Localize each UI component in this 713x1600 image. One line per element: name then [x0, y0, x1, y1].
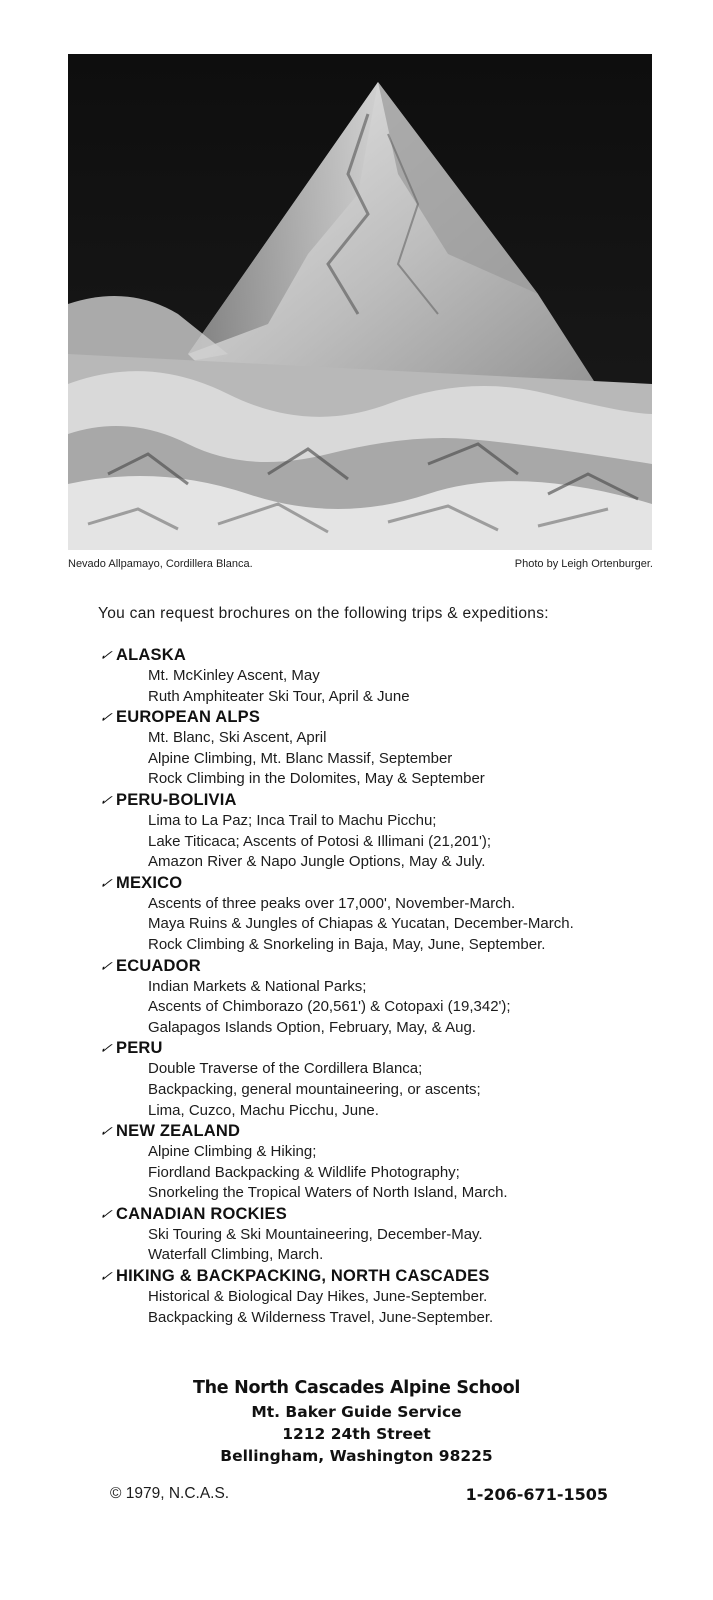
region-name: ALASKA	[116, 646, 186, 664]
school-name: The North Cascades Alpine School	[192, 1378, 521, 1398]
trip-item: Ascents of three peaks over 17,000', November-March.	[148, 894, 516, 912]
region-name: CANADIAN ROCKIES	[116, 1204, 287, 1223]
trip-item: Ascents of Chimborazo (20,561') & Cotopaxi (19,342');	[148, 998, 511, 1016]
region	[97, 790, 670, 873]
mountain-illustration	[68, 54, 652, 550]
region-heading	[97, 873, 670, 894]
trip-item: Mt. Blanc, Ski Ascent, April	[148, 729, 327, 747]
trip-item: Amazon River & Napo Jungle Options, May & July.	[148, 853, 486, 871]
region	[97, 1038, 670, 1121]
trip-item: Lima to La Paz; Inca Trail to Machu Picchu;	[148, 811, 437, 829]
region-heading	[97, 1038, 670, 1059]
trip-item: Maya Ruins & Jungles of Chiapas & Yucatan, December-March.	[148, 915, 574, 933]
copyright: © 1979, N.C.A.S.	[110, 1485, 230, 1502]
region-name: NEW ZEALAND	[116, 1122, 241, 1141]
trip-item: Backpacking & Wilderness Travel, June-September.	[148, 1308, 494, 1326]
trip-item: Fiordland Backpacking & Wildlife Photography;	[148, 1163, 460, 1181]
trip-list	[97, 645, 670, 1328]
region-heading	[97, 1266, 670, 1287]
trip-item: Waterfall Climbing, March.	[148, 1246, 324, 1264]
check-mark-icon: ✓	[97, 1205, 115, 1222]
trip-item: Rock Climbing in the Dolomites, May & September	[148, 770, 485, 788]
city-address: Bellingham, Washington 98225	[220, 1447, 493, 1465]
check-mark-icon: ✓	[97, 791, 115, 808]
region-heading	[97, 790, 670, 811]
region-heading	[97, 1121, 670, 1142]
street-address: 1212 24th Street	[282, 1425, 431, 1443]
region	[97, 1204, 670, 1266]
region	[97, 645, 670, 707]
check-mark-icon: ✓	[97, 874, 115, 891]
trip-item: Ruth Amphiteater Ski Tour, April & June	[148, 687, 410, 705]
trip-item: Rock Climbing & Snorkeling in Baja, May, June, September.	[148, 935, 546, 953]
region-name: MEXICO	[116, 873, 183, 892]
trip-item: Lima, Cuzco, Machu Picchu, June.	[148, 1101, 379, 1119]
region-name: HIKING & BACKPACKING, NORTH CASCADES	[116, 1267, 490, 1286]
check-mark-icon: ✓	[97, 957, 115, 974]
trip-item: Indian Markets & National Parks;	[148, 977, 367, 995]
region	[97, 1121, 670, 1204]
photo-credit: Photo by Leigh Ortenburger.	[514, 558, 653, 570]
guide-service: Mt. Baker Guide Service	[251, 1403, 462, 1421]
region-heading	[97, 956, 670, 977]
region-heading	[97, 707, 670, 728]
region-heading	[97, 1204, 670, 1225]
trip-item: Snorkeling the Tropical Waters of North Island, March.	[148, 1184, 508, 1202]
trip-item: Historical & Biological Day Hikes, June-September.	[148, 1288, 488, 1306]
region	[97, 956, 670, 1039]
region-name: PERU-BOLIVIA	[116, 790, 237, 809]
trip-item: Mt. McKinley Ascent, May	[148, 667, 320, 684]
trip-item: Backpacking, general mountaineering, or ascents;	[148, 1080, 481, 1098]
region	[97, 707, 670, 790]
photo-caption: Nevado Allpamayo, Cordillera Blanca.	[68, 558, 253, 570]
phone-number: 1-206-671-1505	[465, 1485, 608, 1504]
trip-item: Galapagos Islands Option, February, May, & Aug.	[148, 1018, 476, 1036]
trip-item: Alpine Climbing & Hiking;	[148, 1143, 317, 1161]
check-mark-icon: ✓	[97, 647, 115, 663]
check-mark-icon: ✓	[97, 1123, 115, 1140]
trip-item: Lake Titicaca; Ascents of Potosi & Illimani (21,201');	[148, 832, 492, 850]
trip-item: Ski Touring & Ski Mountaineering, December-May.	[148, 1225, 483, 1243]
mountain-photo	[68, 54, 652, 550]
intro-text: You can request brochures on the following trips & expeditions:	[98, 605, 549, 622]
check-mark-icon: ✓	[97, 1268, 115, 1285]
region	[97, 873, 670, 956]
region	[97, 1266, 670, 1328]
check-mark-icon: ✓	[97, 1040, 115, 1057]
trip-item: Double Traverse of the Cordillera Blanca;	[148, 1060, 423, 1078]
region-name: PERU	[116, 1039, 163, 1058]
region-name: ECUADOR	[116, 956, 201, 975]
region-name: EUROPEAN ALPS	[116, 708, 261, 727]
region-heading	[97, 645, 670, 666]
check-mark-icon: ✓	[97, 709, 115, 726]
trip-item: Alpine Climbing, Mt. Blanc Massif, September	[148, 749, 453, 767]
